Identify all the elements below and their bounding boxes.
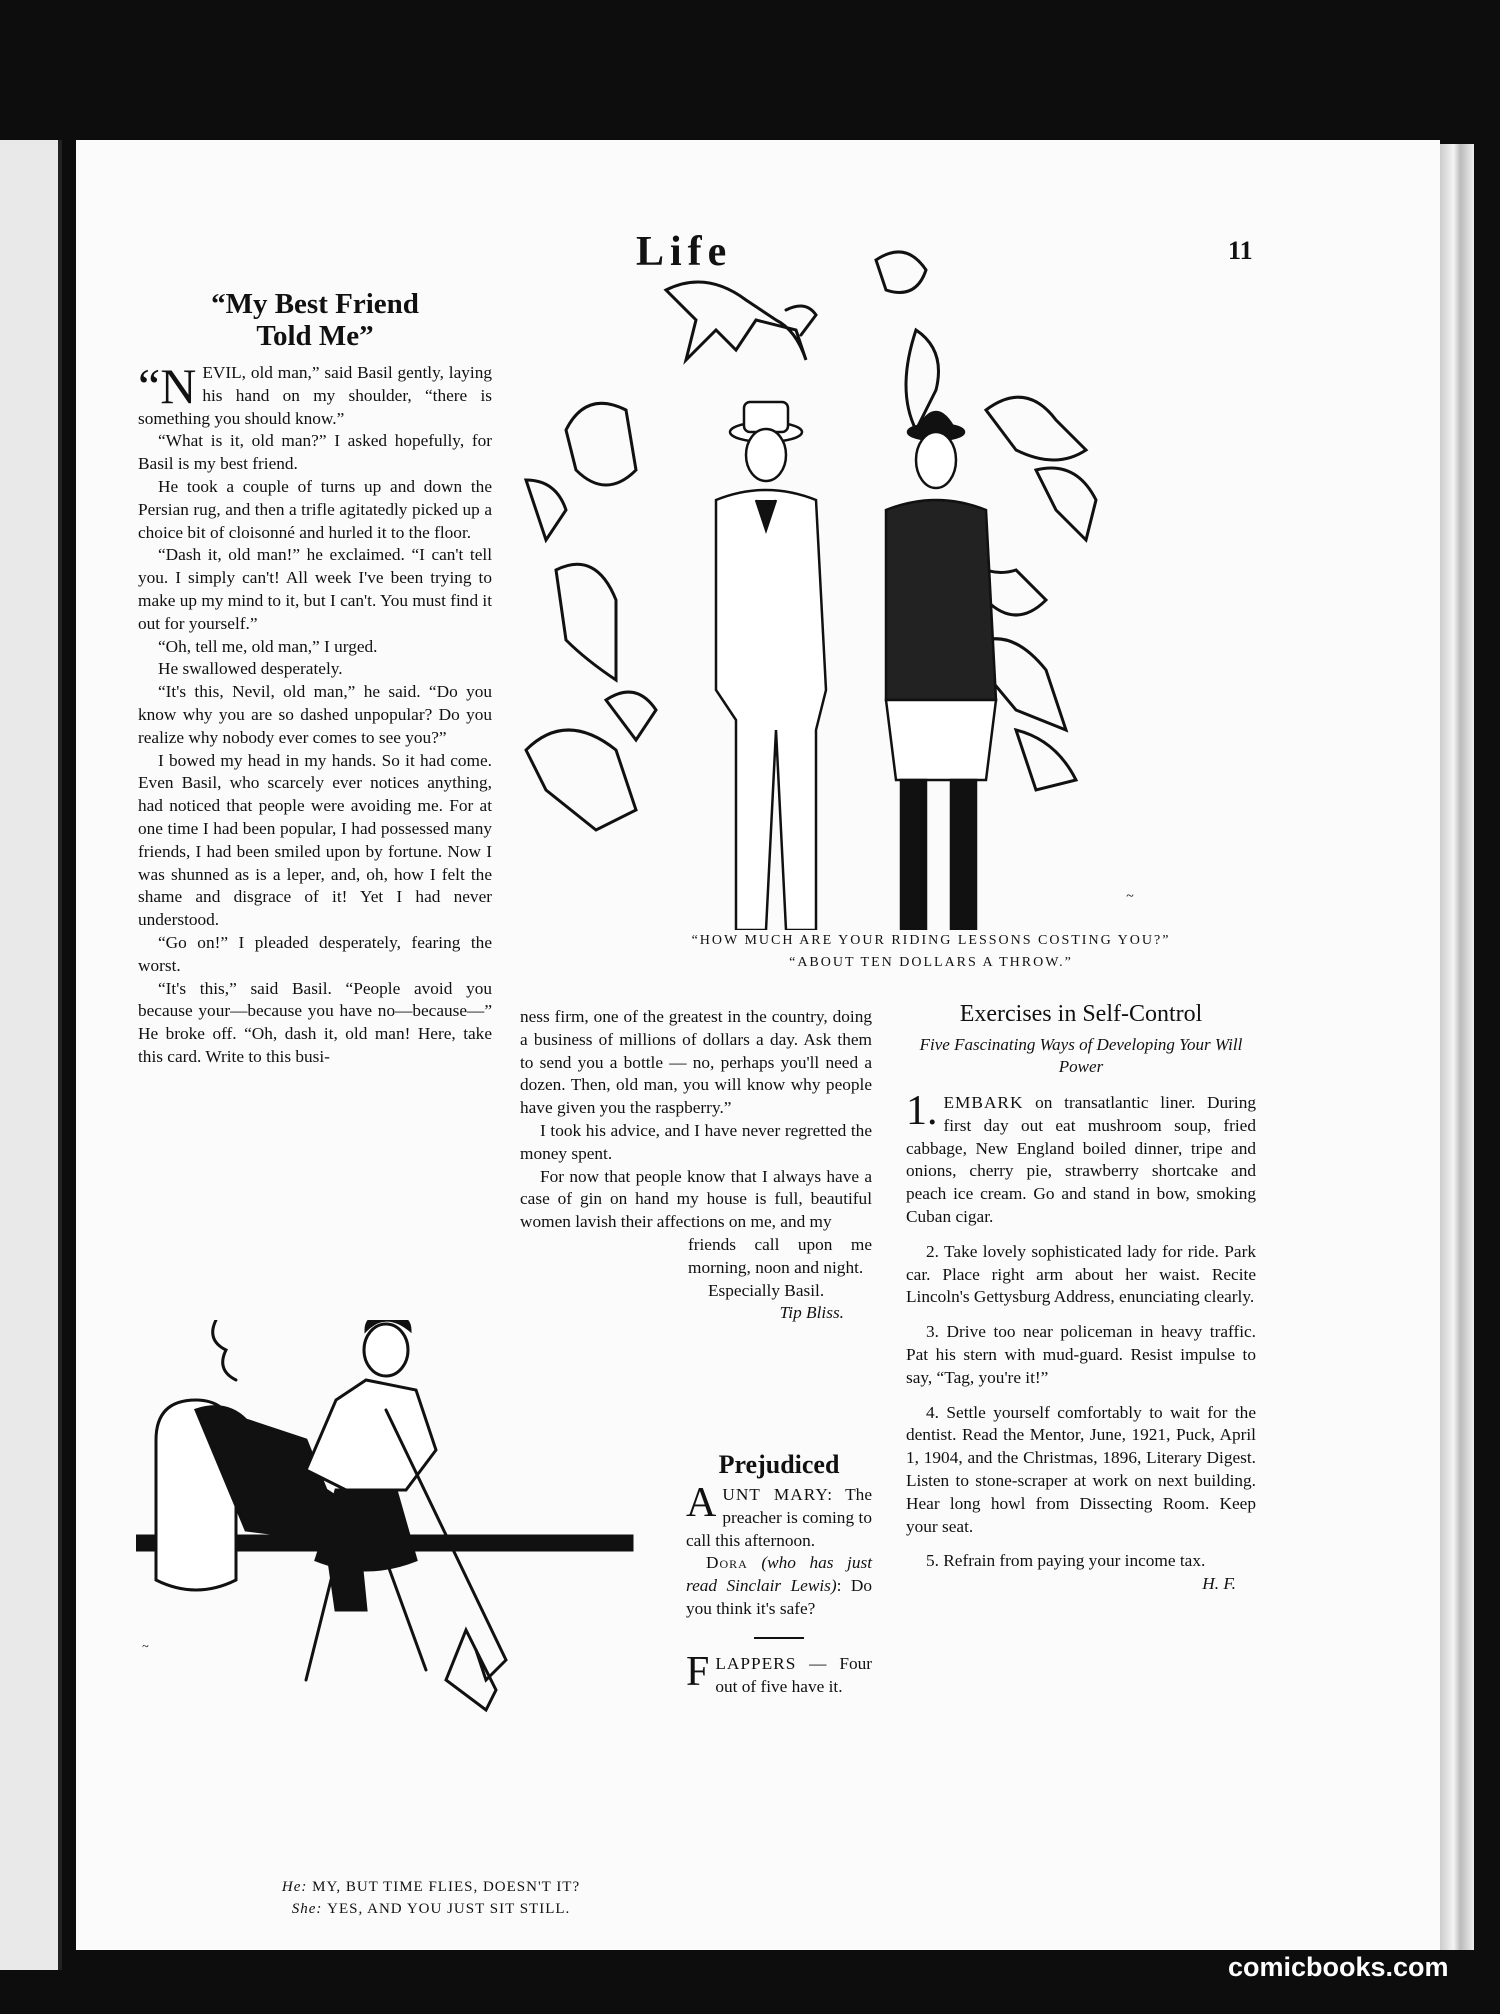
- paragraph: 4. Settle yourself comfortably to wait for the dentist. Read the Mentor, June, 1921, Puck, April 1, 1904, and the Christmas, 1896, Literary Digest. Listen to stone-scraper at work on next building. Hear long howl from Dissecting Room. Keep your seat.: [906, 1402, 1256, 1536]
- drop-cap: “N: [138, 358, 197, 414]
- paragraph: 3. Drive too near policeman in heavy traffic. Pat his stern with mud-guard. Resist impulse to say, “Tag, you're it!”: [906, 1322, 1256, 1387]
- paragraph: AUNT MARY: The preacher is coming to call this afternoon.: [686, 1480, 872, 1550]
- exercises-title: Exercises in Self-Control: [959, 1001, 1203, 1027]
- paragraph: He took a couple of turns up and down the Persian rug, and then a trifle agitatedly picked up a choice bit of cloisonné and hurled it to the floor.: [138, 476, 492, 542]
- paragraph: “Go on!” I pleaded desperately, fearing the worst.: [138, 932, 492, 975]
- paragraph: Dora (who has just read Sinclair Lewis): Do you think it's safe?: [686, 1553, 872, 1618]
- watermark-logo: comicbooks.com: [1228, 1952, 1449, 1982]
- author-signature: Tip Bliss.: [779, 1303, 844, 1323]
- author-signature: H. F.: [1202, 1574, 1236, 1594]
- paragraph: “It's this,” said Basil. “People avoid you because your—because you have no—because—” He broke off. “Oh, dash it, old man! Here, take this card. Write to this busi-: [138, 978, 492, 1066]
- riding-lessons-illustration: [516, 250, 1346, 930]
- story-column-1: [138, 288, 492, 1069]
- drop-number: 1.: [906, 1088, 938, 1134]
- page-stack-edge: [1440, 144, 1474, 1950]
- riding-caption: “HOW MUCH ARE YOUR RIDING LESSONS COSTING YOU?” “ABOUT TEN DOLLARS A THROW.”: [691, 933, 1171, 970]
- paragraph: I took his advice, and I have never regretted the money spent.: [520, 1120, 872, 1163]
- story-column-2: [520, 1006, 872, 1325]
- paragraph: I bowed my head in my hands. So it had come. Even Basil, who scarcely ever notices anything, had noticed that people were avoiding me. For at one time I had been popular, I had possessed many friends, I had been smiled upon by fortune. Now I was shunned as is a leper, and, oh, how I felt the shame and disgrace of it! Yet I had never understood.: [138, 750, 492, 930]
- exercises-subtitle: Five Fascinating Ways of Developing Your Will Power: [919, 1035, 1243, 1076]
- maid-cartoon-illustration: [136, 1320, 726, 1850]
- maid-caption: He: MY, BUT TIME FLIES, DOESN'T IT? She: YES, AND YOU JUST SIT STILL.: [281, 1879, 581, 1917]
- masthead: Life: [636, 229, 733, 275]
- paragraph: 1. EMBARK on transatlantic liner. During first day out eat mushroom soup, fried cabbage, New England boiled dinner, tripe and onions, cherry pie, strawberry shortcake and peach ice cream. Go and stand in bow, smoking Cuban cigar.: [906, 1088, 1256, 1226]
- paragraph: ness firm, one of the greatest in the country, doing a business of millions of dollars a day. Ask them to send you a bottle — no, perhaps you'll need a dozen. Then, old man, you will know why people have given you the raspberry.”: [520, 1007, 872, 1118]
- paragraph: 5. Refrain from paying your income tax.: [926, 1551, 1206, 1571]
- prejudiced-piece: [686, 1450, 872, 1698]
- drop-cap: F: [686, 1648, 710, 1695]
- prejudiced-title: Prejudiced: [718, 1450, 840, 1479]
- magazine-page: [76, 140, 1440, 1950]
- story-title: “My Best Friend Told Me”: [211, 288, 419, 352]
- previous-page-edge: [0, 140, 62, 1970]
- page-number: 11: [1228, 236, 1253, 265]
- paragraph: FLAPPERS — Four out of five have it.: [686, 1648, 872, 1696]
- paragraph: friends call upon me morning, noon and night.: [688, 1234, 872, 1277]
- drop-cap: A: [686, 1480, 717, 1526]
- paragraph: Especially Basil.: [708, 1280, 825, 1300]
- paragraph: “NEVIL, old man,” said Basil gently, laying his hand on my shoulder, “there is something you should know.”: [138, 358, 492, 428]
- paragraph: “Dash it, old man!” he exclaimed. “I can't tell you. I simply can't! All week I've been trying to make up my mind to it, but I can't. You must find it out for yourself.”: [138, 545, 493, 633]
- artist-signature: ~: [1126, 889, 1134, 904]
- paragraph: “It's this, Nevil, old man,” he said. “Do you know why you are so dashed unpopular? Do you realize why nobody ever comes to see you?”: [138, 682, 492, 747]
- paragraph: He swallowed desperately.: [158, 659, 343, 679]
- paragraph: For now that people know that I always have a case of gin on hand my house is full, beautiful women lavish their affections on me, and my: [520, 1166, 872, 1232]
- svg-text:~: ~: [142, 1639, 149, 1653]
- paragraph: “Oh, tell me, old man,” I urged.: [158, 636, 378, 656]
- exercises-piece: [906, 1000, 1256, 1596]
- paragraph: “What is it, old man?” I asked hopefully, for Basil is my best friend.: [138, 431, 492, 474]
- divider: [754, 1637, 804, 1639]
- paragraph: 2. Take lovely sophisticated lady for ride. Park car. Place right arm about her waist. Recite Lincoln's Gettysburg Address, enunciating clearly.: [906, 1241, 1256, 1307]
